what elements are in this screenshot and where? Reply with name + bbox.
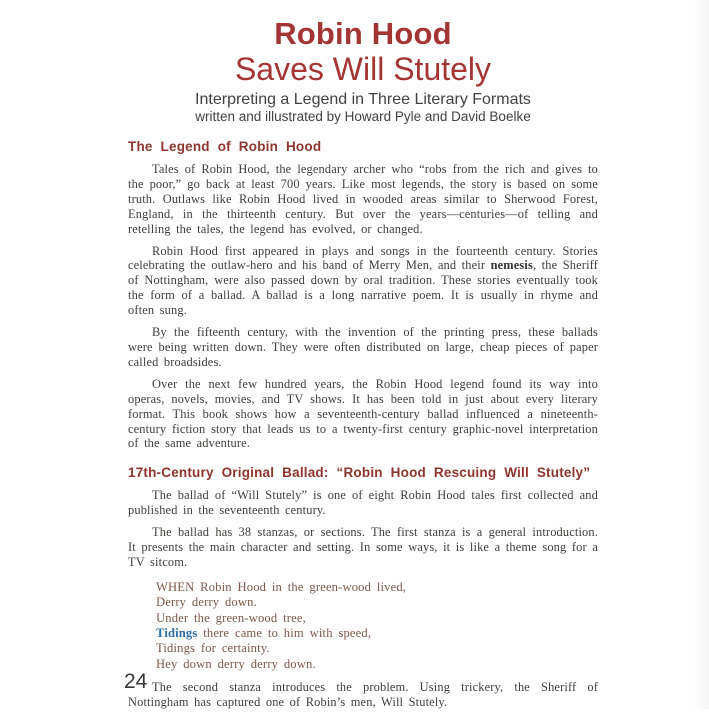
paragraph-text: Robin Hood first appeared in plays and songs in the fourteenth century. Stories celebrating the outlaw-hero and his band of Merry Men, and their <box>128 243 598 273</box>
book-byline: written and illustrated by Howard Pyle and David Boelke <box>195 109 531 124</box>
paragraph-text: The ballad of “Will Stutely” is one of eight Robin Hood tales first collected and published in the seventeenth century. <box>128 488 598 518</box>
scan-edge-shadow <box>693 0 709 709</box>
ballad-line: Derry derry down. <box>156 595 257 610</box>
paragraph-tales <box>128 162 598 237</box>
page-body <box>128 139 598 710</box>
ballad-line: Tidings for certainty. <box>156 641 270 656</box>
paragraph-text: Tales of Robin Hood, the legendary archer who “robs from the rich and gives to the poor,” go back at least 700 years. Like most legends, the story is based on some truth. Outlaws like Robin Hood lived in wooded areas similar to Sherwood Forest, England, in the thirteenth century. But over the years—centuries—of telling and retelling the tales, the legend has evolved, or changed. <box>128 162 598 236</box>
paragraph-text: Over the next few hundred years, the Robin Hood legend found its way into operas, novels, movies, and TV shows. It has been told in just about every literary format. This book shows how a seventeenth-century ballad influenced a nineteenth-century fiction story that leads us to a twenty-first century graphic-novel interpretation of the same adventure. <box>128 376 598 451</box>
paragraph-text: , the Sheriff of Nottingham, were also passed down by oral tradition. These stories eventually took the form of a ballad. A ballad is a long narrative poem. It is usually in rhyme and often sung. <box>128 258 598 318</box>
title-block <box>128 16 598 125</box>
section-heading-legend: The Legend of Robin Hood <box>128 139 322 154</box>
ballad-line: Hey down derry derry down. <box>156 656 316 671</box>
ballad-line: Under the green-wood tree, <box>156 610 306 625</box>
paragraph-second-stanza <box>128 680 598 710</box>
vocab-word-nemesis: nemesis <box>490 258 533 273</box>
paragraph-ballad-collected <box>128 488 598 518</box>
paragraph-text: The second stanza introduces the problem. Using trickery, the Sheriff of Nottingham has captured one of Robin’s men, Will Stutely. <box>128 680 598 710</box>
paragraph-stanzas <box>128 525 598 570</box>
page-number: 24 <box>124 670 148 693</box>
paragraph-nemesis <box>128 244 598 319</box>
ballad-line <box>156 626 598 641</box>
book-subtitle: Saves Will Stutely <box>234 51 492 87</box>
paragraph-text: By the fifteenth century, with the invention of the printing press, these ballads were being written down. They were often distributed on large, cheap pieces of paper called broadsides. <box>128 325 598 369</box>
paragraph-text: The ballad has 38 stanzas, or sections. The first stanza is a general introduction. It presents the main character and setting. In some ways, it is like a theme song for a TV sitcom. <box>128 525 598 569</box>
book-tagline: Interpreting a Legend in Three Literary Formats <box>195 91 531 108</box>
ballad-line-text: there came to him with speed, <box>197 626 372 641</box>
paragraph-broadsides <box>128 325 598 370</box>
ballad-stanza <box>156 580 598 672</box>
paragraph-literary-formats <box>128 377 598 452</box>
section-heading-ballad: 17th-Century Original Ballad: “Robin Hood Rescuing Will Stutely” <box>128 465 591 481</box>
book-page-content <box>128 16 598 717</box>
ballad-line: WHEN Robin Hood in the green-wood lived, <box>156 579 407 594</box>
book-title: Robin Hood <box>274 16 452 51</box>
vocab-word-tidings: Tidings <box>156 626 198 641</box>
